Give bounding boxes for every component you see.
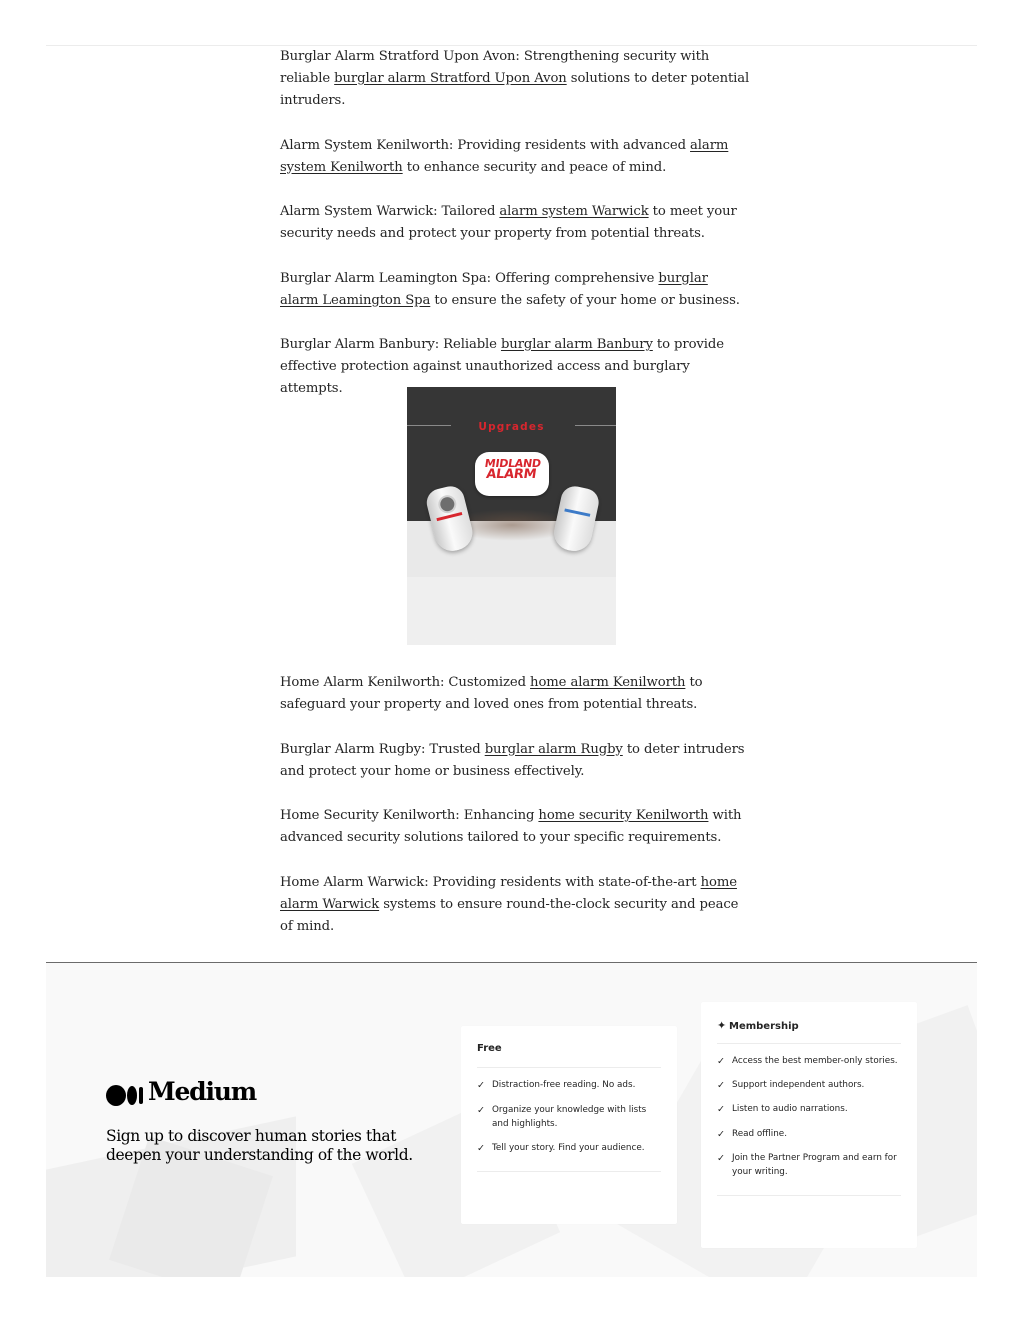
- article-image[interactable]: [407, 387, 616, 645]
- membership-plan-title: [717, 1019, 901, 1032]
- article-paragraph: Burglar Alarm Rugby: Trusted burglar alarm Rugby to deter intruders and protect your home or business effectively.: [280, 741, 745, 779]
- article-link[interactable]: alarm system Kenilworth: [280, 137, 729, 175]
- article-paragraph: Alarm System Kenilworth: Providing residents with advanced alarm system Kenilworth to enhance security and peace of mind.: [280, 137, 729, 175]
- feature-text: Listen to audio narrations.: [732, 1104, 848, 1114]
- plan-feature: [717, 1055, 903, 1069]
- sparkle-icon: ✦: [717, 1019, 727, 1032]
- membership-title-text: Membership: [729, 1021, 799, 1032]
- plan-feature: [477, 1142, 663, 1156]
- card-divider: [717, 1043, 901, 1044]
- feature-text: Read offline.: [732, 1129, 788, 1139]
- check-icon: ✓: [477, 1143, 485, 1154]
- article-link[interactable]: burglar alarm Leamington Spa: [280, 270, 708, 308]
- sensor-stripe: [436, 512, 462, 521]
- check-icon: ✓: [477, 1105, 485, 1116]
- article-paragraph: Home Security Kenilworth: Enhancing home security Kenilworth with advanced security solutions tailored to your specific requirements.: [280, 808, 742, 845]
- check-icon: ✓: [477, 1080, 485, 1091]
- plan-feature: [477, 1104, 663, 1131]
- medium-wordmark: Medium: [148, 1077, 256, 1106]
- article-link[interactable]: home alarm Kenilworth: [530, 675, 686, 690]
- feature-text: Organize your knowledge with lists and highlights.: [492, 1105, 647, 1129]
- logo-dot-medium: [127, 1086, 137, 1105]
- check-icon: ✓: [717, 1080, 725, 1091]
- feature-text: Distraction-free reading. No ads.: [492, 1080, 636, 1090]
- card-divider: [717, 1195, 901, 1196]
- article-link[interactable]: burglar alarm Banbury: [500, 337, 653, 352]
- article-paragraph: Home Alarm Warwick: Providing residents with state-of-the-art home alarm Warwick systems to ensure round-the-clock security and peace of mind.: [280, 874, 739, 934]
- article-link[interactable]: home alarm Warwick: [280, 874, 737, 912]
- signup-footer: [46, 963, 977, 1277]
- sensor-stripe: [564, 508, 590, 516]
- image-title: Upgrades: [478, 421, 545, 433]
- free-plan-card[interactable]: [461, 1026, 677, 1224]
- article-paragraph: Alarm System Warwick: Tailored alarm system Warwick to meet your security needs and protect your property from potential threats.: [280, 204, 737, 241]
- medium-logo[interactable]: [106, 1077, 256, 1111]
- plan-feature: [477, 1079, 663, 1093]
- feature-text: Access the best member-only stories.: [732, 1056, 898, 1066]
- article-link[interactable]: home security Kenilworth: [538, 808, 709, 823]
- article-paragraph: Home Alarm Kenilworth: Customized home alarm Kenilworth to safeguard your property and loved ones from potential threats.: [280, 675, 703, 712]
- signup-tagline: Sign up to discover human stories that deepen your understanding of the world.: [106, 1127, 413, 1164]
- plan-feature: [717, 1128, 903, 1142]
- card-divider: [477, 1171, 661, 1172]
- card-divider: [477, 1067, 661, 1068]
- feature-text: Tell your story. Find your audience.: [492, 1143, 645, 1153]
- check-icon: ✓: [717, 1129, 725, 1140]
- article-link[interactable]: alarm system Warwick: [499, 204, 649, 219]
- logo-text: MIDLAND ALARM: [483, 457, 542, 482]
- article-body-continued: [280, 672, 750, 960]
- sensor-lens: [436, 493, 458, 515]
- plan-feature: [717, 1103, 903, 1117]
- feature-text: Support independent authors.: [732, 1080, 865, 1090]
- plan-feature: [717, 1079, 903, 1093]
- membership-plan-card[interactable]: [701, 1002, 917, 1248]
- logo-dot-large: [106, 1085, 126, 1106]
- article-link[interactable]: burglar alarm Stratford Upon Avon: [334, 71, 567, 86]
- article-link[interactable]: burglar alarm Rugby: [484, 741, 623, 757]
- article-paragraph: Burglar Alarm Stratford Upon Avon: Strengthening security with reliable burglar alarm Stratford Upon Avon solutions to deter potential intruders.: [280, 49, 750, 108]
- feature-text: Join the Partner Program and earn for your writing.: [732, 1153, 897, 1177]
- article-paragraph: Burglar Alarm Leamington Spa: Offering comprehensive burglar alarm Leamington Spa to ensure the safety of your home or business.: [280, 270, 740, 308]
- free-plan-title: Free: [477, 1043, 502, 1054]
- logo-dot-small: [139, 1087, 143, 1104]
- midland-alarm-logo: [475, 452, 549, 496]
- article-body: [280, 46, 750, 423]
- plan-feature: [717, 1152, 903, 1179]
- article-paragraph: Burglar Alarm Banbury: Reliable burglar alarm Banbury to provide effective protection against unauthorized access and burglary attempts.: [280, 337, 724, 396]
- check-icon: ✓: [717, 1104, 725, 1115]
- check-icon: ✓: [717, 1056, 725, 1067]
- check-icon: ✓: [717, 1153, 725, 1164]
- image-light-panel-lower: [407, 577, 616, 645]
